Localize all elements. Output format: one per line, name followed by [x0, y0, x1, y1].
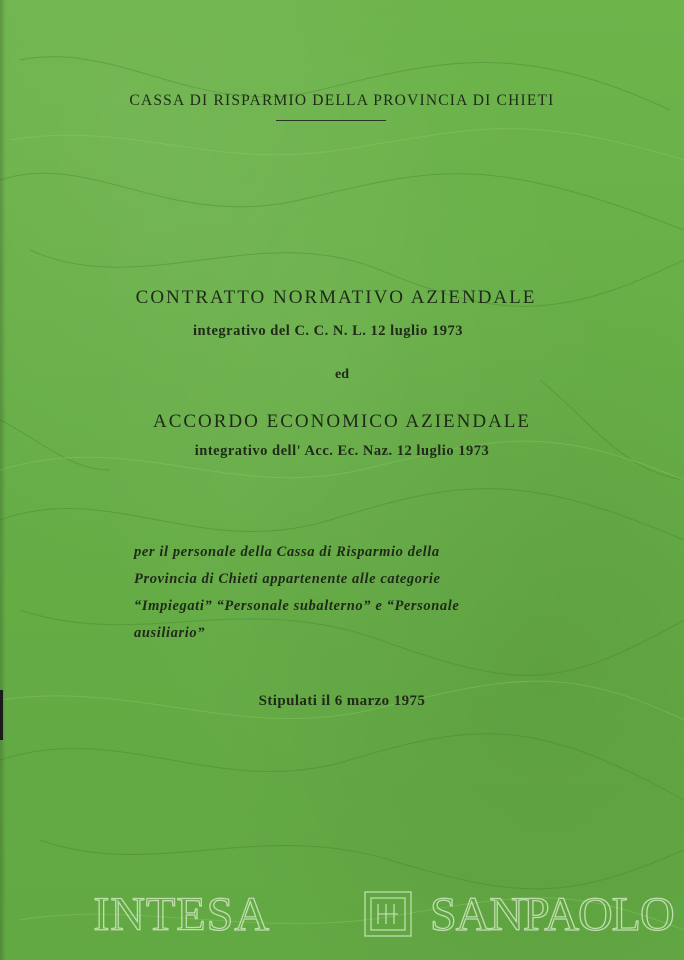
personnel-description	[134, 539, 544, 647]
contract-subtitle: integrativo del C. C. N. L. 12 luglio 1973	[193, 323, 463, 339]
agreement-subtitle: integrativo dell' Acc. Ec. Naz. 12 luglio 1973	[194, 443, 490, 459]
description-line: per il personale della Cassa di Risparmio della	[134, 544, 440, 560]
conjunction-ed: ed	[335, 367, 349, 382]
intesa-sanpaolo-watermark	[0, 886, 684, 942]
description-line: ausiliario”	[134, 625, 206, 641]
agreement-title: ACCORDO ECONOMICO AZIENDALE	[152, 411, 532, 432]
description-line: Provincia di Chieti appartenente alle categorie	[134, 571, 441, 587]
signing-date: Stipulati il 6 marzo 1975	[258, 693, 426, 709]
watermark-left-text: INTESA	[93, 888, 270, 941]
watermark-right-text: SANPAOLO	[430, 888, 674, 941]
contract-title: CONTRATTO NORMATIVO AZIENDALE	[135, 287, 537, 308]
description-line: “Impiegati” “Personale subalterno” e “Personale	[134, 598, 460, 614]
institution-name: CASSA DI RISPARMIO DELLA PROVINCIA DI CHIETI	[129, 92, 555, 109]
header-divider	[276, 120, 386, 121]
spine-shadow	[0, 0, 6, 960]
